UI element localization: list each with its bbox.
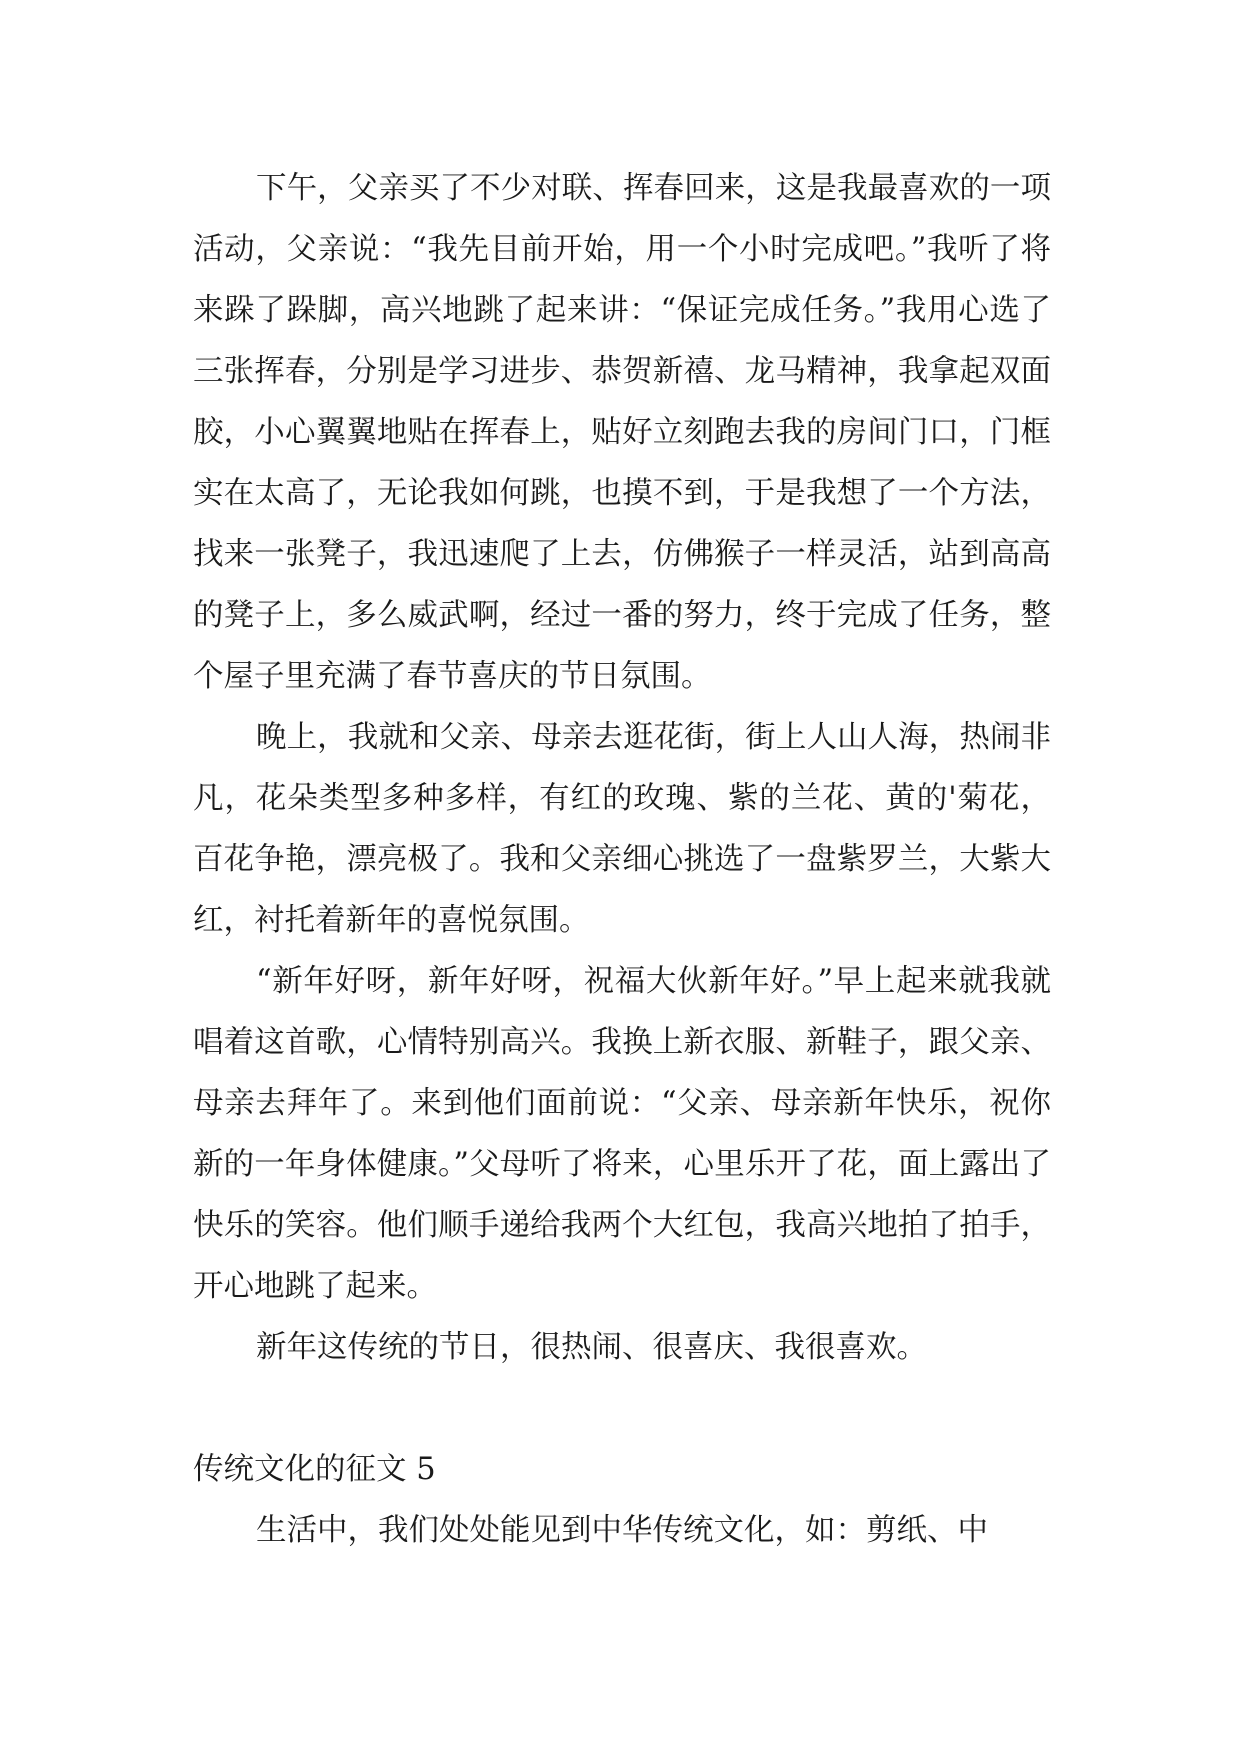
paragraph-conclusion: 新年这传统的节日，很热闹、很喜庆、我很喜欢。 (256, 1330, 927, 1365)
section-heading: 传统文化的征文 5 (193, 1452, 436, 1487)
paragraph-couplets: 下午，父亲买了不少对联、挥春回来，这是我最喜欢的一项活动，父亲说：“我先目前开始，用一个小时完成吧。”我听了将来跺了跺脚，高兴地跳了起来讲：“保证完成任务。”我用心选了三张挥春，分别是学习进步、恭贺新禧、龙马精神，我拿起双面胶，小心翼翼地贴在挥春上，贴好立刻跑去我的房间门口，门框实在太高了，无论我如何跳，也摸不到，于是我想了一个方法，找来一张凳子，我迅速爬了上去，仿佛猴子一样灵活，站到高高的凳子上，多么威武啊，经过一番的努力，终于完成了任务，整个屋子里充满了春节喜庆的节日氛围。 (193, 171, 1051, 694)
paragraph-section-intro: 生活中，我们处处能见到中华传统文化，如：剪纸、中 (256, 1513, 988, 1548)
paragraph-flower-market: 晚上，我就和父亲、母亲去逛花街，街上人山人海，热闹非凡，花朵类型多种多样，有红的玫瑰、紫的兰花、黄的'菊花，百花争艳，漂亮极了。我和父亲细心挑选了一盘紫罗兰，大紫大红，衬托着新年的喜悦氛围。 (193, 720, 1051, 938)
paragraph-new-year-greeting: “新年好呀，新年好呀，祝福大伙新年好。”早上起来就我就唱着这首歌，心情特别高兴。我换上新衣服、新鞋子，跟父亲、母亲去拜年了。来到他们面前说：“父亲、母亲新年快乐，祝你新的一年身体健康。”父母听了将来，心里乐开了花，面上露出了快乐的笑容。他们顺手递给我两个大红包，我高兴地拍了拍手，开心地跳了起来。 (193, 964, 1051, 1304)
document-body (193, 158, 1051, 1561)
